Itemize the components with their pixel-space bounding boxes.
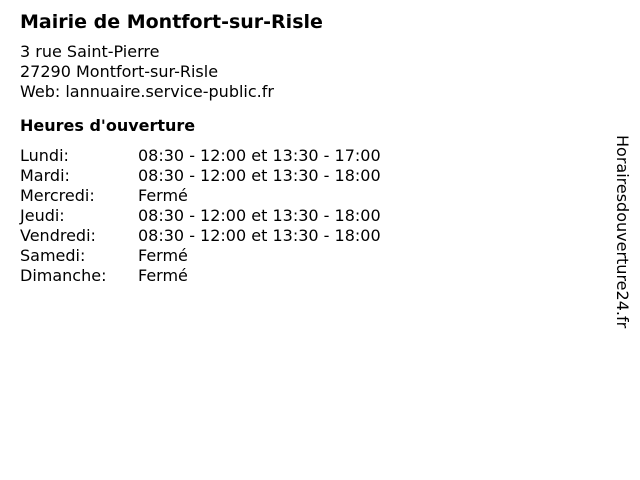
day-hours: 08:30 - 12:00 et 13:30 - 18:00: [138, 226, 381, 245]
day-hours: 08:30 - 12:00 et 13:30 - 18:00: [138, 166, 381, 185]
day-label: Jeudi:: [20, 206, 65, 225]
hours-row-sunday: [20, 266, 381, 286]
hours-table: [20, 146, 381, 286]
day-hours: 08:30 - 12:00 et 13:30 - 18:00: [138, 206, 381, 225]
business-address: [20, 42, 580, 102]
day-label: Samedi:: [20, 246, 86, 265]
hours-row-thursday: [20, 206, 381, 226]
website-line: Web: lannuaire.service-public.fr: [20, 82, 274, 101]
business-card: [20, 10, 580, 286]
hours-row-tuesday: [20, 166, 381, 186]
hours-heading: Heures d'ouverture: [20, 116, 196, 135]
day-hours: 08:30 - 12:00 et 13:30 - 17:00: [138, 146, 381, 165]
address-city: 27290 Montfort-sur-Risle: [20, 62, 219, 81]
site-watermark: Horairesdouverture24.fr: [613, 135, 632, 329]
address-street: 3 rue Saint-Pierre: [20, 42, 160, 61]
day-label: Lundi:: [20, 146, 69, 165]
hours-row-friday: [20, 226, 381, 246]
day-hours: Fermé: [138, 186, 188, 205]
day-label: Mardi:: [20, 166, 70, 185]
hours-row-wednesday: [20, 186, 381, 206]
business-name: Mairie de Montfort-sur-Risle: [20, 11, 323, 33]
hours-row-saturday: [20, 246, 381, 266]
day-hours: Fermé: [138, 246, 188, 265]
day-label: Mercredi:: [20, 186, 95, 205]
day-label: Vendredi:: [20, 226, 96, 245]
day-label: Dimanche:: [20, 266, 107, 285]
day-hours: Fermé: [138, 266, 188, 285]
hours-row-monday: [20, 146, 381, 166]
